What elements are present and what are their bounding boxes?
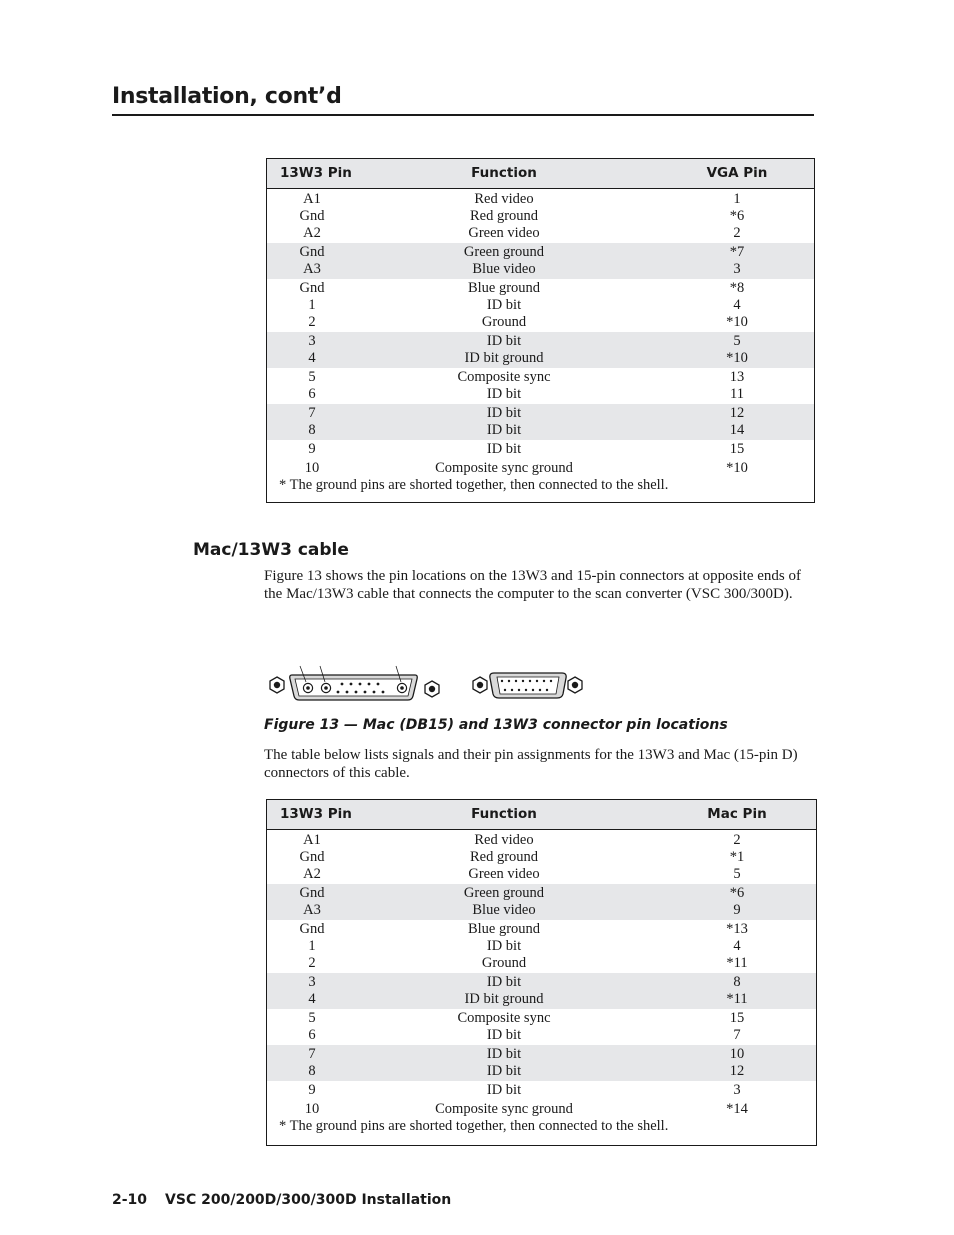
pin-cell: 5	[308, 369, 316, 385]
pin-number-cell: *6	[729, 208, 745, 224]
page-number: 2-10	[112, 1192, 148, 1208]
pin-cell: 10	[304, 1101, 320, 1117]
function-cell: Composite sync ground	[435, 1101, 573, 1117]
function-cell: Green video	[468, 866, 540, 882]
screw-icon	[270, 677, 284, 693]
pin-number-cell: 7	[733, 1027, 741, 1043]
pin-cell: 6	[308, 386, 316, 402]
pin-number-cell: 4	[733, 938, 741, 954]
pin-cell: 8	[308, 422, 316, 438]
pin-number-cell: *10	[726, 314, 748, 330]
function-cell: Blue video	[472, 261, 536, 277]
pin-number-cell: 2	[733, 832, 741, 848]
pin-cell: 1	[308, 938, 316, 954]
pin-number-cell: 3	[733, 1082, 741, 1098]
pin-number-cell: *11	[726, 991, 748, 1007]
table-row	[267, 369, 814, 386]
function-cell: Ground	[481, 314, 527, 330]
table-row	[267, 386, 814, 403]
table-row	[267, 460, 814, 477]
pin-number-cell: 5	[733, 866, 741, 882]
row-group	[267, 440, 814, 459]
function-cell: Green video	[468, 225, 540, 241]
header-vga-pin: VGA Pin	[706, 165, 768, 181]
function-cell: ID bit	[486, 1063, 522, 1079]
function-cell: ID bit	[486, 938, 522, 954]
function-cell: Composite sync ground	[435, 460, 573, 476]
row-group	[267, 368, 814, 404]
pin-cell: A1	[303, 191, 321, 207]
pin-cell: 4	[308, 991, 316, 1007]
pin-number-cell: 2	[733, 225, 741, 241]
pin-number-cell: 8	[733, 974, 741, 990]
table-row	[267, 1046, 816, 1063]
table-row	[267, 297, 814, 314]
pin-cell: A3	[303, 261, 321, 277]
pin-cell: Gnd	[299, 885, 325, 901]
pin-number-cell: 9	[733, 902, 741, 918]
screw-icon	[568, 677, 582, 693]
function-cell: Red ground	[469, 849, 539, 865]
connector-13w3-icon	[290, 666, 418, 700]
pin-cell: 8	[308, 1063, 316, 1079]
table-row	[267, 1101, 816, 1118]
figure-caption: Figure 13 — Mac (DB15) and 13W3 connector pin locations	[264, 717, 728, 733]
pin-number-cell: *13	[726, 921, 748, 937]
row-group	[267, 1100, 816, 1119]
pin-number-cell: 15	[729, 1010, 745, 1026]
table-row	[267, 1027, 816, 1044]
connector-figure	[262, 660, 592, 717]
function-cell: Red video	[474, 191, 534, 207]
table-row	[267, 991, 816, 1008]
pin-number-cell: *10	[726, 460, 748, 476]
table-row	[267, 244, 814, 261]
footer-title: VSC 200/200D/300/300D Installation	[165, 1192, 452, 1208]
pin-cell: Gnd	[299, 244, 325, 260]
table-header	[267, 800, 816, 830]
screw-icon	[425, 681, 439, 697]
function-cell: ID bit	[486, 386, 522, 402]
pin-cell: A1	[303, 832, 321, 848]
pin-cell: 7	[308, 405, 316, 421]
pin-cell: 1	[308, 297, 316, 313]
pin-number-cell: 13	[729, 369, 745, 385]
function-cell: ID bit	[486, 405, 522, 421]
header-function: Function	[471, 165, 537, 181]
second-paragraph: The table below lists signals and their pin assignments for the 13W3 and Mac (15-pin D) connectors of this cable.	[264, 747, 798, 781]
function-cell: Green ground	[463, 885, 545, 901]
table-row	[267, 333, 814, 350]
function-cell: Red video	[474, 832, 534, 848]
intro-paragraph: Figure 13 shows the pin locations on the 13W3 and 15-pin connectors at opposite ends of the Mac/13W3 cable that connects the computer to the scan converter (VSC 300/300D).	[264, 568, 801, 602]
page-footer	[112, 1192, 451, 1208]
table-header	[267, 159, 814, 189]
header-mac-pin: Mac Pin	[707, 806, 767, 822]
table-row	[267, 191, 814, 208]
pin-cell: A3	[303, 902, 321, 918]
row-group	[267, 243, 814, 279]
table-row	[267, 350, 814, 367]
pin-number-cell: *8	[729, 280, 745, 296]
pin-cell: 9	[308, 1082, 316, 1098]
function-cell: ID bit	[486, 974, 522, 990]
table-row	[267, 885, 816, 902]
function-cell: ID bit	[486, 1082, 522, 1098]
table-row	[267, 225, 814, 242]
pin-number-cell: 1	[733, 191, 741, 207]
table-row	[267, 938, 816, 955]
function-cell: Blue ground	[467, 280, 541, 296]
table-row	[267, 422, 814, 439]
pin-number-cell: 4	[733, 297, 741, 313]
function-cell: Composite sync	[457, 369, 551, 385]
function-cell: ID bit	[486, 422, 522, 438]
table-row	[267, 280, 814, 297]
table-row	[267, 261, 814, 278]
pin-cell: 3	[308, 974, 316, 990]
row-group	[267, 1045, 816, 1081]
table-body	[267, 189, 814, 478]
header-13w3-pin: 13W3 Pin	[280, 806, 352, 822]
pin-number-cell: 15	[729, 441, 745, 457]
pin-number-cell: *11	[726, 955, 748, 971]
pin-cell: Gnd	[299, 849, 325, 865]
function-cell: ID bit	[486, 297, 522, 313]
table-row	[267, 955, 816, 972]
function-cell: Red ground	[469, 208, 539, 224]
function-cell: Ground	[481, 955, 527, 971]
pin-cell: A2	[303, 866, 321, 882]
function-cell: ID bit	[486, 1046, 522, 1062]
table-row	[267, 208, 814, 225]
row-group	[267, 279, 814, 332]
row-group	[267, 920, 816, 973]
pin-number-cell: *14	[726, 1101, 748, 1117]
row-group	[267, 404, 814, 440]
section-heading: Mac/13W3 cable	[193, 540, 349, 560]
pin-cell: 10	[304, 460, 320, 476]
pin-number-cell: *7	[729, 244, 745, 260]
function-cell: ID bit	[486, 441, 522, 457]
row-group	[267, 332, 814, 368]
pin-cell: 6	[308, 1027, 316, 1043]
function-cell: Blue ground	[467, 921, 541, 937]
row-group	[267, 831, 816, 884]
table-footnote: * The ground pins are shorted together, then connected to the shell.	[279, 477, 669, 493]
table-footnote: * The ground pins are shorted together, then connected to the shell.	[279, 1118, 669, 1134]
pin-cell: 9	[308, 441, 316, 457]
row-group	[267, 459, 814, 478]
function-cell: ID bit	[486, 333, 522, 349]
table-body	[267, 830, 816, 1119]
page-title: Installation, cont’d	[112, 84, 814, 116]
table-row	[267, 902, 816, 919]
pin-cell: 4	[308, 350, 316, 366]
connector-db15-icon	[490, 673, 566, 698]
function-cell: ID bit	[486, 1027, 522, 1043]
pin-cell: A2	[303, 225, 321, 241]
pin-number-cell: 3	[733, 261, 741, 277]
pin-number-cell: 5	[733, 333, 741, 349]
row-group	[267, 884, 816, 920]
function-cell: Composite sync	[457, 1010, 551, 1026]
table-row	[267, 832, 816, 849]
table-row	[267, 405, 814, 422]
header-13w3-pin: 13W3 Pin	[280, 165, 352, 181]
table-row	[267, 441, 814, 458]
table-row	[267, 314, 814, 331]
vga-pin-table	[266, 158, 815, 503]
row-group	[267, 973, 816, 1009]
screw-icon	[473, 677, 487, 693]
table-row	[267, 1082, 816, 1099]
table-row	[267, 866, 816, 883]
function-cell: Blue video	[472, 902, 536, 918]
row-group	[267, 1009, 816, 1045]
pin-number-cell: 12	[729, 1063, 745, 1079]
row-group	[267, 190, 814, 243]
pin-cell: 2	[308, 955, 316, 971]
pin-number-cell: 11	[730, 386, 744, 402]
pin-cell: 7	[308, 1046, 316, 1062]
table-row	[267, 921, 816, 938]
pin-cell: 3	[308, 333, 316, 349]
function-cell: ID bit ground	[464, 991, 544, 1007]
table-row	[267, 1010, 816, 1027]
table-row	[267, 1063, 816, 1080]
function-cell: Green ground	[463, 244, 545, 260]
table-row	[267, 974, 816, 991]
pin-number-cell: *6	[729, 885, 745, 901]
function-cell: ID bit ground	[464, 350, 544, 366]
pin-number-cell: 10	[729, 1046, 745, 1062]
mac-pin-table	[266, 799, 817, 1146]
table-row	[267, 849, 816, 866]
header-function: Function	[471, 806, 537, 822]
pin-cell: Gnd	[299, 208, 325, 224]
pin-cell: 2	[308, 314, 316, 330]
pin-number-cell: *10	[726, 350, 748, 366]
pin-number-cell: 14	[729, 422, 745, 438]
pin-cell: Gnd	[299, 280, 325, 296]
pin-number-cell: *1	[729, 849, 745, 865]
row-group	[267, 1081, 816, 1100]
pin-number-cell: 12	[729, 405, 745, 421]
pin-cell: Gnd	[299, 921, 325, 937]
pin-cell: 5	[308, 1010, 316, 1026]
